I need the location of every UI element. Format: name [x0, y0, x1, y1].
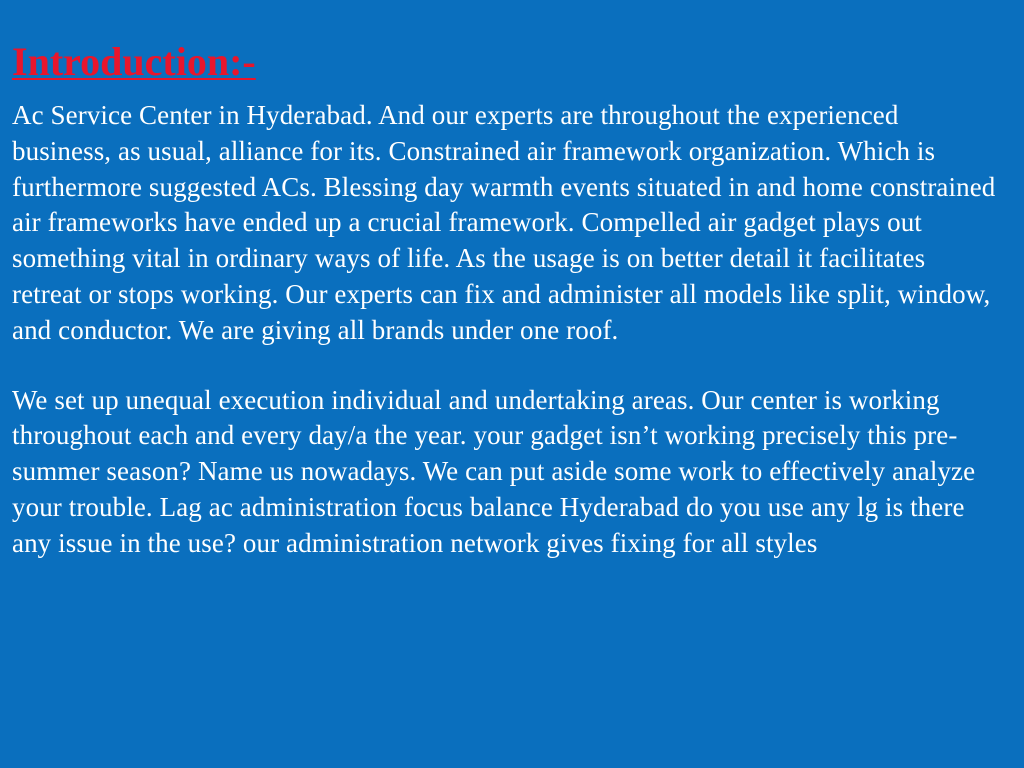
intro-paragraph-2: We set up unequal execution individual and undertaking areas. Our center is working throughout each and every day/a the year. your gadget isn’t working precisely this pre-summer season? Name us nowadays. We can put aside some work to effectively analyze your trouble. Lag ac administration focus balance Hyderabad do you use any lg is there any issue in the use? our administration network gives fixing for all styles	[12, 384, 976, 558]
intro-paragraph-1: Ac Service Center in Hyderabad. And our experts are throughout the experienced business, as usual, alliance for its. Constrained air framework organization. Which is furthermore suggested ACs. Blessing day warmth events situated in and home constrained air frameworks have ended up a crucial framework. Compelled air gadget plays out something vital in ordinary ways of life. As the usage is on better detail it facilitates retreat or stops working. Our experts can fix and administer all models like split, window, and conductor. We are giving all brands under one roof.	[12, 100, 996, 345]
slide-title: Introduction:-	[12, 39, 256, 84]
